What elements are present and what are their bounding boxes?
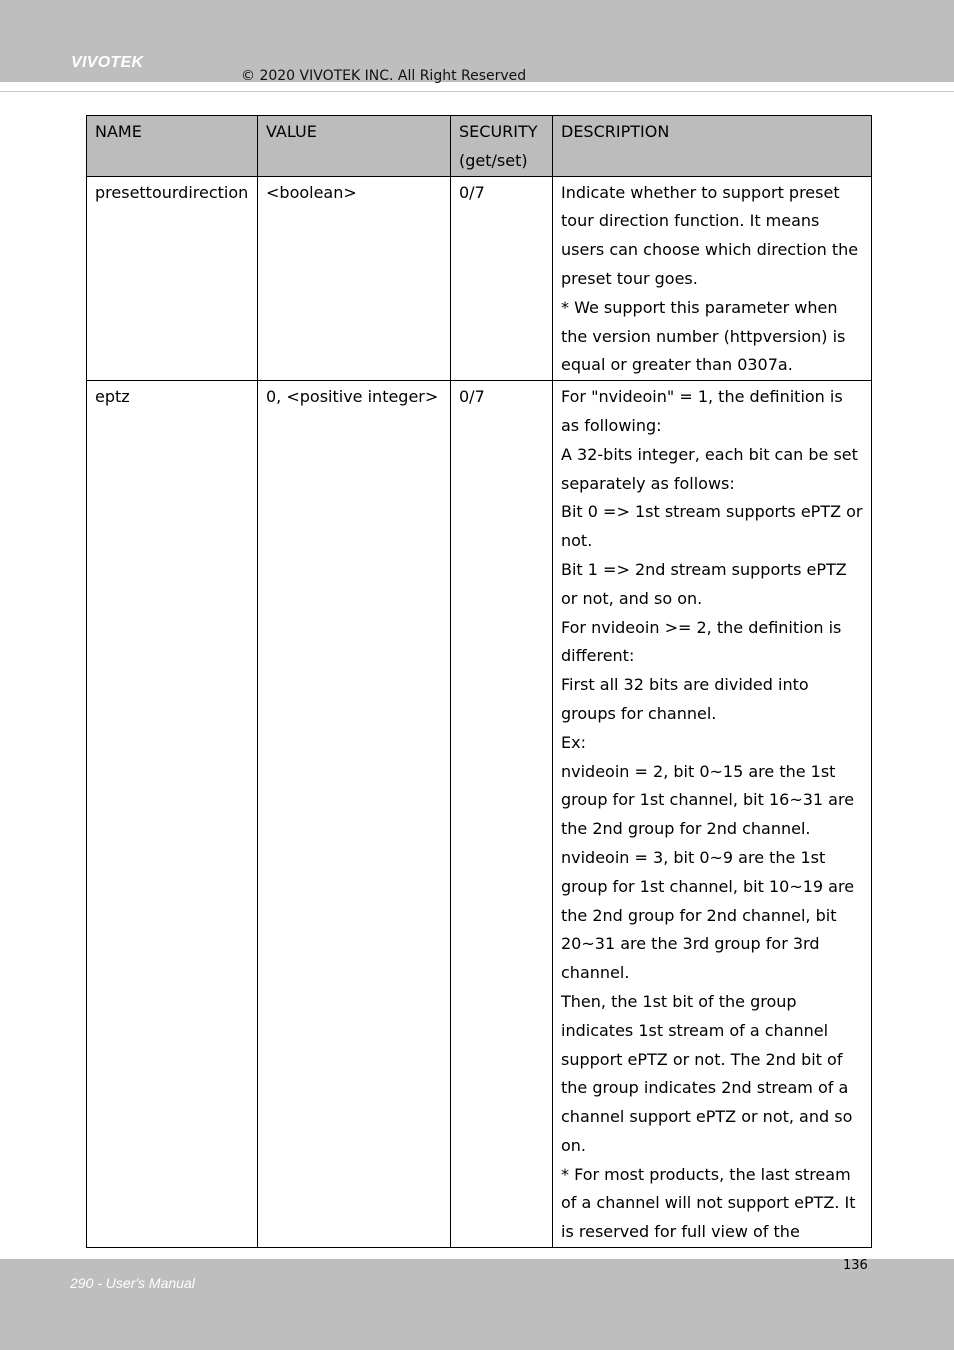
cell-security: 0/7 (451, 381, 553, 1248)
description-paragraph: For "nvideoin" = 1, the definition is as following: (561, 387, 843, 435)
description-paragraph: Then, the 1st bit of the group indicates 1st stream of a channel support ePTZ or not. The 2nd bit of the group indicates 2nd stream of a channel support ePTZ or not, and so on. (561, 991, 853, 1155)
cell-name: eptz (87, 381, 258, 1248)
footer-band (0, 1259, 954, 1350)
description-paragraph: Bit 1 => 2nd stream supports ePTZ or not, and so on. (561, 559, 847, 608)
cell-description (553, 176, 872, 381)
cell-name: presettourdirection (87, 176, 258, 381)
column-header-security: SECURITY (get/set) (451, 116, 553, 177)
table-row (87, 176, 872, 381)
column-header-value: VALUE (258, 116, 451, 177)
cell-value: <boolean> (258, 176, 451, 381)
description-paragraph: * We support this parameter when the version number (httpversion) is equal or greater than 0307a. (561, 297, 846, 375)
manual-page-label: 290 - User's Manual (70, 1275, 195, 1291)
page-number: 136 (843, 1258, 868, 1273)
description-paragraph: A 32-bits integer, each bit can be set separately as follows: (561, 444, 858, 493)
description-paragraph: nvideoin = 3, bit 0~9 are the 1st group for 1st channel, bit 10~19 are the 2nd group for 2nd channel, bit 20~31 are the 3rd group for 3rd channel. (561, 847, 855, 983)
cell-value: 0, <positive integer> (258, 381, 451, 1248)
table-header-row (87, 116, 872, 177)
description-paragraph: * For most products, the last stream of a channel will not support ePTZ. It is reserved for full view of the (561, 1164, 856, 1242)
column-header-name: NAME (87, 116, 258, 177)
brand-logo: VIVOTEK (71, 54, 144, 71)
description-paragraph: nvideoin = 2, bit 0~15 are the 1st group for 1st channel, bit 16~31 are the 2nd group for 2nd channel. (561, 761, 855, 839)
table-row (87, 381, 872, 1248)
copyright-text: © 2020 VIVOTEK INC. All Right Reserved (241, 68, 527, 84)
description-paragraph: Ex: (561, 732, 586, 752)
description-paragraph: Indicate whether to support preset tour direction function. It means users can choose which direction the preset tour goes. (561, 182, 859, 288)
cell-security: 0/7 (451, 176, 553, 381)
description-paragraph: Bit 0 => 1st stream supports ePTZ or not. (561, 502, 863, 551)
column-header-description: DESCRIPTION (553, 116, 872, 177)
description-paragraph: First all 32 bits are divided into groups for channel. (561, 675, 809, 723)
cell-description (553, 381, 872, 1248)
parameter-table (86, 115, 872, 1248)
description-paragraph: For nvideoin >= 2, the definition is different: (561, 617, 842, 666)
header-divider (0, 91, 954, 92)
